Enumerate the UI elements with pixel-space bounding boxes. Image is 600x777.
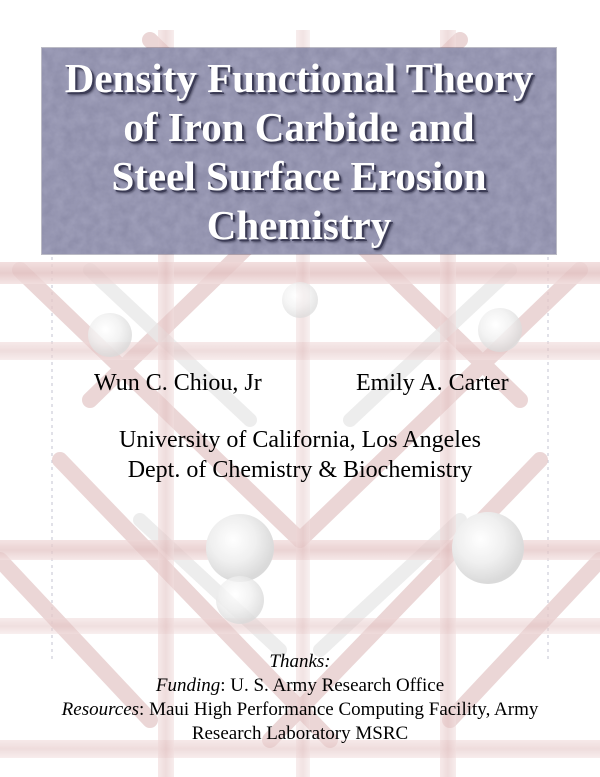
funding-line <box>0 674 600 698</box>
author-name: Wun C. Chiou, Jr <box>94 370 262 396</box>
resources-line <box>0 698 600 722</box>
authors <box>0 368 600 400</box>
poster-title: Density Functional Theory of Iron Carbide and Steel Surface Erosion Chemistry <box>64 55 534 248</box>
affiliation-university: University of California, Los Angeles <box>119 427 481 453</box>
funding-text: : U. S. Army Research Office <box>220 675 445 696</box>
title-banner <box>42 48 556 254</box>
resources-text: : Maui High Performance Computing Facility, Army <box>139 699 539 720</box>
resources-label: Resources <box>61 699 140 720</box>
author-name: Emily A. Carter <box>356 370 509 396</box>
affiliation-department: Dept. of Chemistry & Biochemistry <box>127 457 473 483</box>
affiliation <box>0 425 600 485</box>
thanks-heading: Thanks: <box>269 651 331 672</box>
funding-label: Funding <box>155 675 221 696</box>
resources-line-2: Research Laboratory MSRC <box>191 723 409 744</box>
acknowledgements <box>0 650 600 746</box>
